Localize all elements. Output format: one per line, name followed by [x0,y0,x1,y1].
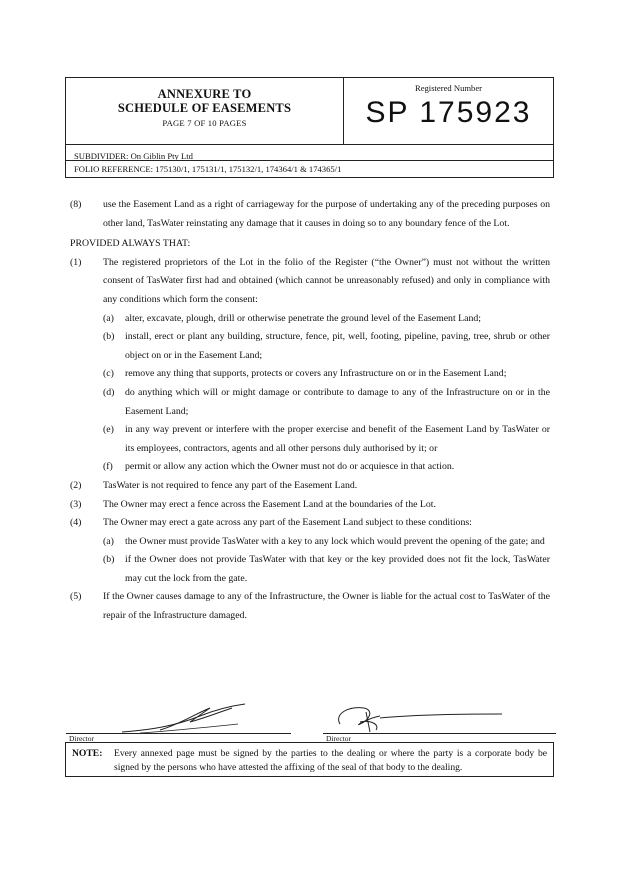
note-label: NOTE: [72,748,103,759]
sub-number: (b) [103,554,115,566]
proviso-1-sub-c [103,365,550,384]
sub-number: (d) [103,386,115,398]
clause-8 [70,196,550,233]
proviso-1-sub-a [103,310,550,329]
proviso-text: The Owner may erect a fence across the Easement Land at the boundaries of the Lot. [103,498,436,510]
left-director-label: Director [69,734,94,743]
proviso-1 [70,254,550,310]
proviso-number: (2) [70,479,82,491]
document-body [70,196,550,626]
proviso-text: The Owner may erect a gate across any part of the Easement Land subject to these conditions: [103,517,472,529]
sub-text: do anything which will or might damage or contribute to damage to any of the Infrastructure on or in the Easement Land; [125,386,550,417]
page-info: PAGE 7 OF 10 PAGES [162,118,247,128]
sub-text: alter, excavate, plough, drill or otherwise penetrate the ground level of the Easement Land; [125,312,481,324]
note-text: Every annexed page must be signed by the parties to the dealing or where the party is a corporate body be signed by the persons who have attested the affixing of the seal of that body to the dealing. [114,748,547,773]
sub-text: if the Owner does not provide TasWater with that key or the key provided does not fit the lock, TasWater may cut the lock from the gate. [125,554,550,584]
registered-number-cell [344,78,553,144]
clause-number: (8) [70,199,82,210]
sub-number: (c) [103,368,114,380]
proviso-number: (3) [70,498,82,510]
header-top-row [66,78,553,145]
note-content [72,747,547,774]
sub-number: (f) [103,461,113,473]
registered-number-label: Registered Number [414,83,483,93]
header-title-line2: SCHEDULE OF EASEMENTS [117,101,292,115]
clause-text: use the Easement Land as a right of carriageway for the purpose of undertaking any of the preceding purposes on other land, TasWater reinstating any damage that it causes in doing so to any boundary fence of the Lot. [103,199,550,229]
note-box [65,742,554,777]
proviso-2 [70,477,550,496]
sub-text: remove any thing that supports, protects or covers any Infrastructure on or in the Easement Land; [125,368,507,380]
provided-always-heading: PROVIDED ALWAYS THAT: [70,238,191,250]
sub-number: (a) [103,535,114,547]
right-signature-line [323,733,556,734]
left-signature [120,700,250,736]
proviso-text: The registered proprietors of the Lot in the folio of the Register (“the Owner”) must not without the written consent of TasWater first had and obtained (which cannot be unreasonably refused) and only in compliance with any conditions which form the consent: [103,256,550,305]
left-signature-line [66,733,291,734]
header-title-cell [66,78,344,144]
header-title-line1: ANNEXURE TO [157,87,252,101]
proviso-4-sub-b [103,551,550,588]
proviso-number: (1) [70,256,82,268]
folio-reference: FOLIO REFERENCE: 175130/1, 175131/1, 175132/1, 174364/1 & 174365/1 [74,164,342,174]
sub-number: (b) [103,331,115,343]
sub-text: the Owner must provide TasWater with a key to any lock which would prevent the opening of the gate; and [125,535,545,547]
sub-number: (e) [103,424,114,436]
sub-text: permit or allow any action which the Owner must not do or acquiesce in that action. [125,461,455,473]
right-signature [330,702,510,736]
proviso-1-sub-f [103,458,550,477]
proviso-1-sub-b [103,328,550,365]
sub-text: install, erect or plant any building, structure, fence, pit, well, footing, pipeline, paving, tree, shrub or other object on or in the Easement Land; [125,331,550,361]
sub-text: in any way prevent or interfere with the proper exercise and benefit of the Easement Land by TasWater or its employees, contractors, agents and all other persons duly authorised by it; or [125,424,550,454]
sub-number: (a) [103,312,114,324]
proviso-4 [70,514,550,533]
header-divider [66,160,553,161]
proviso-number: (4) [70,517,82,529]
proviso-3 [70,496,550,515]
proviso-1-sub-e [103,421,550,458]
annexure-header [65,77,554,178]
proviso-number: (5) [70,591,82,603]
proviso-text: If the Owner causes damage to any of the Infrastructure, the Owner is liable for the actual cost to TasWater of the repair of the Infrastructure damaged. [103,591,550,622]
proviso-5 [70,588,550,625]
right-director-label: Director [326,734,351,743]
registered-number: SP 175923 [365,96,532,129]
proviso-1-sub-d [103,384,550,421]
proviso-text: TasWater is not required to fence any part of the Easement Land. [103,479,358,491]
subdivider: SUBDIVIDER: On Giblin Pty Ltd [74,151,193,161]
proviso-4-sub-a [103,533,550,552]
